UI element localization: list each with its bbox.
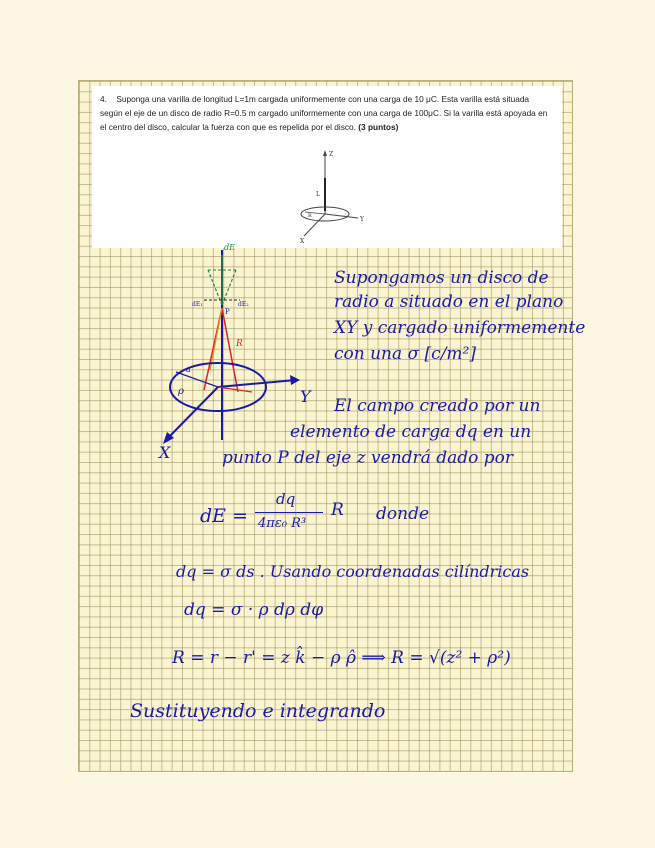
sketch-label-de2: dE₂ — [238, 301, 249, 308]
eq1-numerator: dq — [276, 490, 296, 508]
eq1-donde: donde — [376, 504, 430, 524]
sketch-label-y-axis: Y — [300, 387, 311, 406]
sketch-label-r-vector: R — [236, 339, 243, 349]
figure-label-z: Z — [329, 151, 334, 158]
eq4: R = r − r' = z k̂ − ρ ρ̂ ⟹ R = √(z² + ρ²) — [172, 648, 511, 668]
hand-line-3: XY y cargado uniformemente — [334, 318, 586, 338]
eq3: dq = σ · ρ dρ dφ — [184, 600, 324, 620]
problem-body: Suponga una varilla de longitud L=1m cargada uniformemente con una carga de 10 μC. Esta varilla está situada según el eje de un disco de radio R=0.5 m cargado uniformemente con una carga de 100μC. Si la varilla está apoyada en el centro del disco, calcular la fuerza con que es repelida por el disco. — [100, 94, 548, 133]
sketch-label-de: dE — [224, 243, 235, 252]
figure-label-y: Y — [360, 216, 364, 223]
eq1-fraction-bar — [255, 512, 323, 513]
figure-label-x: X — [300, 238, 305, 245]
hand-line-1: Supongamos un disco de — [334, 268, 549, 288]
hand-last-line: Sustituyendo e integrando — [130, 700, 386, 722]
eq1-lhs: dE = — [200, 505, 248, 527]
eq2: dq = σ ds . Usando coordenadas cilíndricas — [176, 562, 530, 581]
sketch-label-rho: ρ — [178, 386, 184, 397]
sketch-label-p: P — [225, 308, 230, 316]
eq1-denominator: 4πε₀ R³ — [258, 516, 307, 531]
hand-line-7: punto P del eje z vendrá dado por — [222, 448, 513, 468]
hand-line-2: radio a situado en el plano — [334, 292, 564, 312]
figure-label-r: R — [308, 213, 312, 219]
sketch-label-de1: dE₁ — [192, 301, 203, 308]
figure-label-l: L — [316, 191, 320, 198]
problem-points: (3 puntos) — [358, 122, 399, 133]
eq1-r-vector: R — [331, 500, 344, 520]
hand-line-5: El campo creado por un — [334, 396, 541, 416]
sketch-label-a: a — [186, 365, 191, 374]
hand-line-6: elemento de carga dq en un — [290, 422, 532, 442]
problem-number: 4. — [100, 94, 107, 104]
sketch-label-x-axis: X — [159, 443, 171, 462]
hand-line-4: con una σ [c/m²] — [334, 344, 477, 364]
